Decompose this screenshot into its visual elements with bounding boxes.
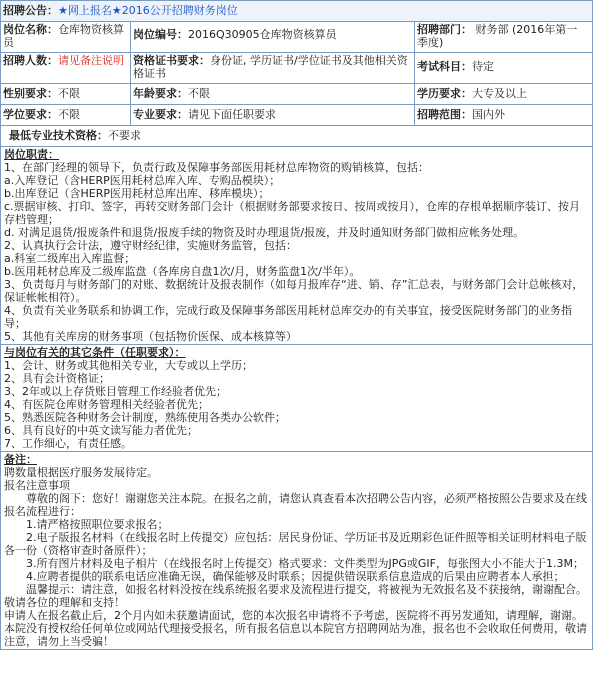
- remarks-title: 备注：: [4, 453, 37, 466]
- duty-line-5: d. 对满足退货/报废条件和退货/报废手续的物资及时办理退货/报废，并及时通知财务部门做相应帐务处理。: [4, 226, 525, 239]
- duty-line-7: a.科室二级库出入库监督；: [4, 252, 136, 265]
- range-value: 国内外: [472, 108, 505, 121]
- condition-line-1: 1、会计、财务或其他相关专业，大专或以上学历；: [4, 359, 253, 372]
- remarks-item-2: 2.电子版报名材料（在线报名时上传提交）应包括：居民身份证、学历证书及近期彩色证件照等相关证明材料电子版各一份（资格审查时备原件）；: [4, 531, 587, 557]
- row-min-qualification: [1, 126, 592, 147]
- duty-line-4: c.票据审核、打印、签字，再转交财务部门会计（根据财务部要求按日、按周或按月），仓库的存根单据顺序装订、按月存档管理；: [4, 200, 581, 226]
- dept-value: 财务部 (2016年第一季度): [417, 23, 578, 49]
- post-code-label: 岗位编号：: [133, 28, 188, 41]
- condition-line-3: 3、2年或以上存货账目管理工作经验者优先；: [4, 385, 227, 398]
- post-name-label: 岗位名称：: [3, 23, 58, 36]
- duty-line-9: 3、负责每月与财务部门的对账、数据统计及报表制作（如每月报库存“进、销、存”汇总表，与财务部门会计总帐核对，保证帐帐相符）。: [4, 278, 584, 304]
- edu-label: 学历要求：: [417, 87, 472, 100]
- age-label: 年龄要求：: [133, 87, 188, 100]
- duty-line-6: 2、认真执行会计法，遵守财经纪律，实施财务监管，包括：: [4, 239, 297, 252]
- header-label: 招聘公告：: [3, 4, 58, 17]
- subject-value: 待定: [472, 60, 494, 73]
- remarks-item-3: 3.所有图片材料及电子相片（在线报名时上传提交）格式要求：文件类型为JPG或GIF，每张图大小不能大于1.3M；: [26, 557, 584, 570]
- duties-section: [1, 147, 592, 345]
- major-label: 专业要求：: [133, 108, 188, 121]
- degree-value: 不限: [58, 108, 80, 121]
- post-name-value: 仓库物资核算员: [3, 23, 124, 49]
- condition-line-6: 6、具有良好的中英文读写能力者优先；: [4, 424, 198, 437]
- remarks-line-2: 报名注意事项: [4, 479, 70, 492]
- remarks-para-3: 申请人在报名截止后，2个月内如未获邀请面试，您的本次报名申请将不予考虑，医院将不再另发通知，请理解，谢谢。: [4, 609, 583, 622]
- edu-value: 大专及以上: [472, 87, 527, 100]
- duty-line-3: b.出库登记（含HERP医用耗材总库出库、移库模块）；: [4, 187, 270, 200]
- min-qualification-value: 不要求: [108, 129, 141, 142]
- degree-label: 学位要求：: [3, 108, 58, 121]
- gender-label: 性别要求：: [3, 87, 58, 100]
- post-code-value: 2016Q30905仓库物资核算员: [188, 28, 337, 41]
- remarks-para-2: 温馨提示：请注意，如报名材料没按在线系统报名要求及流程进行提交，将被视为无效报名及不获接纳，谢谢配合。敬请各位的理解和支持！: [4, 583, 587, 609]
- duty-line-11: 5、其他有关库房的财务事项（包括物价医保、成本核算等）: [4, 330, 297, 343]
- cert-value: 身份证, 学历证书/学位证书及其他相关资格证书: [133, 54, 408, 80]
- duty-line-10: 4、负责有关业务联系和协调工作，完成行政及保障事务部医用耗材总库交办的有关事宜，接受医院财务部门的业务指导；: [4, 304, 572, 330]
- duty-line-2: a.入库登记（含HERP医用耗材总库入库、专购品模块）；: [4, 174, 281, 187]
- remarks-para-1: 尊敬的阁下：您好！谢谢您关注本院。在报名之前，请您认真查看本次招聘公告内容，必须严格按照公告要求及在线报名流程进行：: [4, 492, 587, 518]
- conditions-section: [1, 345, 592, 452]
- gender-value: 不限: [58, 87, 80, 100]
- range-label: 招聘范围：: [417, 108, 472, 121]
- count-value: 请见备注说明: [58, 54, 124, 67]
- remarks-item-4: 4.应聘者提供的联系电话应准确无误，确保能够及时联系；因提供错误联系信息造成的后果由应聘者本人承担；: [26, 570, 565, 583]
- row-post-info: [1, 22, 592, 53]
- row-requirements-1: [1, 53, 592, 84]
- posting-header: [1, 1, 592, 22]
- age-value: 不限: [188, 87, 210, 100]
- row-requirements-2: [1, 84, 592, 105]
- duty-line-8: b.医用耗材总库及二级库监盘（各库房自盘1次/月，财务监盘1次/半年）。: [4, 265, 361, 278]
- condition-line-2: 2、具有会计资格证；: [4, 372, 110, 385]
- conditions-title: 与岗位有关的其它条件（任职要求）：: [4, 346, 186, 359]
- remarks-item-1: 1.请严格按照职位要求报名；: [26, 518, 169, 531]
- duties-title: 岗位职责：: [4, 148, 59, 161]
- remarks-line-1: 聘数量根据医疗服务发展待定。: [4, 466, 158, 479]
- condition-line-4: 4、有医院仓库财务管理相关经验者优先；: [4, 398, 209, 411]
- subject-label: 考试科目：: [417, 60, 472, 73]
- condition-line-5: 5、熟悉医院各种财务会计制度，熟练使用各类办公软件；: [4, 411, 286, 424]
- dept-label: 招聘部门：: [417, 23, 472, 36]
- major-value: 请见下面任职要求: [188, 108, 276, 121]
- duty-line-1: 1、在部门经理的领导下，负责行政及保障事务部医用耗材总库物资的购销核算，包括：: [4, 161, 429, 174]
- remarks-section: [1, 452, 592, 649]
- row-requirements-3: [1, 105, 592, 126]
- posting-title: ★网上报名★2016公开招聘财务岗位: [58, 4, 238, 17]
- min-qualification-label: 最低专业技术资格：: [9, 129, 108, 142]
- count-label: 招聘人数：: [3, 54, 58, 67]
- remarks-para-4: 本院没有授权给任何单位或网站代理接受报名，所有报名信息以本院官方招聘网站为准，报名也不会收取任何费用，敬请注意，请勿上当受骗！: [4, 622, 587, 648]
- condition-line-7: 7、工作细心，有责任感。: [4, 437, 132, 450]
- cert-label: 资格证书要求：: [133, 54, 210, 67]
